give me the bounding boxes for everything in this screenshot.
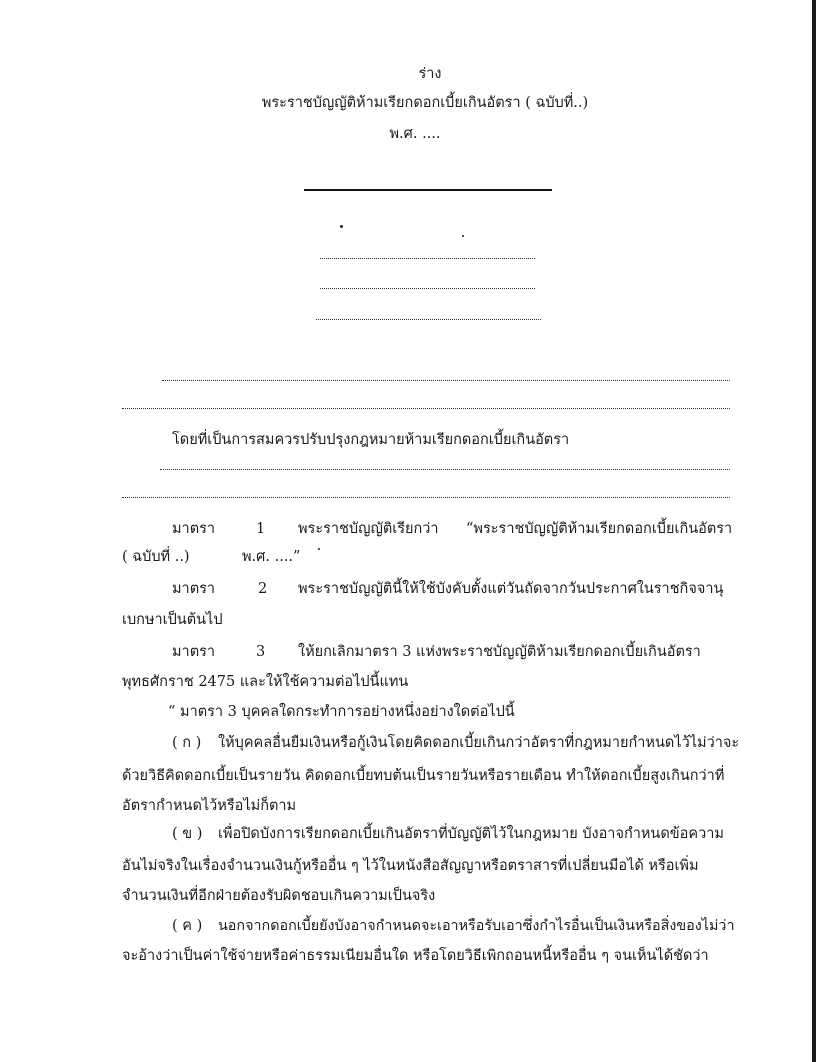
draft-label: ร่าง: [418, 66, 442, 82]
clause-b-label: ( ข ): [172, 826, 203, 842]
blank-line: [122, 497, 730, 498]
section-2-label: มาตรา: [172, 581, 216, 597]
section-1-cont-year: พ.ศ. ....”: [242, 549, 301, 565]
section-3-text: ให้ยกเลิกมาตรา 3 แห่งพระราชบัญญัติห้ามเรียกดอกเบี้ยเกินอัตรา: [298, 644, 701, 660]
clause-c-line-2: จะอ้างว่าเป็นค่าใช้จ่ายหรือค่าธรรมเนียมอื่นใด หรือโดยวิธีเพิกถอนหนี้หรืออื่น ๆ จนเห็นได้ชัดว่า: [122, 948, 709, 964]
title-rule: [304, 189, 552, 191]
blank-line: [122, 408, 730, 409]
act-title: พระราชบัญญัติห้ามเรียกดอกเบี้ยเกินอัตรา ( ฉบับที่..): [261, 95, 589, 111]
section-3-number: 3: [256, 644, 266, 660]
new-section-3-heading: “ มาตรา 3 บุคคลใดกระทำการอย่างหนึ่งอย่างใดต่อไปนี้: [168, 704, 515, 720]
section-1-label: มาตรา: [172, 521, 216, 537]
section-1-quote: “พระราชบัญญัติห้ามเรียกดอกเบี้ยเกินอัตรา: [466, 521, 733, 537]
clause-a-line-2: ด้วยวิธีคิดดอกเบี้ยเป็นรายวัน คิดดอกเบี้ยทบต้นเป็นรายวันหรือรายเดือน ทำให้ดอกเบี้ยสูงเกินกว่าที่: [122, 768, 725, 784]
blank-line: [162, 380, 730, 381]
section-1-cont-edition: ( ฉบับที่ ..): [122, 549, 190, 565]
scan-speck: [318, 548, 320, 550]
blank-line: [160, 469, 730, 470]
scan-edge: [812, 0, 816, 1062]
blank-line: [320, 288, 535, 289]
section-2-number: 2: [258, 581, 268, 597]
clause-b-line-3: จำนวนเงินที่อีกฝ่ายต้องรับผิดชอบเกินความเป็นจริง: [122, 888, 436, 904]
blank-line: [316, 319, 541, 320]
year-line: พ.ศ. ....: [389, 126, 441, 142]
clause-a-label: ( ก ): [172, 735, 202, 751]
scan-speck: [462, 235, 464, 237]
section-3-cont: พุทธศักราช 2475 และให้ใช้ความต่อไปนี้แทน: [122, 674, 409, 690]
section-1-text: พระราชบัญญัติเรียกว่า: [298, 521, 439, 537]
blank-line: [320, 258, 535, 259]
section-2-cont: เบกษาเป็นต้นไป: [122, 612, 223, 628]
clause-c-label: ( ค ): [172, 918, 203, 934]
scan-speck: [340, 225, 343, 228]
clause-a-line-3: อัตรากำหนดไว้หรือไม่ก็ตาม: [122, 798, 297, 814]
section-3-label: มาตรา: [172, 644, 216, 660]
section-1-number: 1: [256, 521, 266, 537]
clause-c-line-1: นอกจากดอกเบี้ยยังบังอาจกำหนดจะเอาหรือรับเอาซึ่งกำไรอื่นเป็นเงินหรือสิ่งของไม่ว่า: [218, 918, 735, 934]
clause-b-line-2: อันไม่จริงในเรื่องจำนวนเงินกู้หรืออื่น ๆ ไว้ในหนังสือสัญญาหรือตราสารที่เปลี่ยนมือได้ หรือเพิ่ม: [122, 858, 699, 874]
preamble-reason: โดยที่เป็นการสมควรปรับปรุงกฎหมายห้ามเรียกดอกเบี้ยเกินอัตรา: [172, 432, 570, 448]
clause-a-line-1: ให้บุคคลอื่นยืมเงินหรือกู้เงินโดยคิดดอกเบี้ยเกินกว่าอัตราที่กฎหมายกำหนดไว้ไม่ว่าจะ: [218, 735, 740, 751]
clause-b-line-1: เพื่อปิดบังการเรียกดอกเบี้ยเกินอัตราที่บัญญัติไว้ในกฎหมาย บังอาจกำหนดข้อความ: [218, 826, 724, 842]
section-2-text: พระราชบัญญัตินี้ให้ใช้บังคับตั้งแต่วันถัดจากวันประกาศในราชกิจจานุ: [298, 581, 724, 597]
